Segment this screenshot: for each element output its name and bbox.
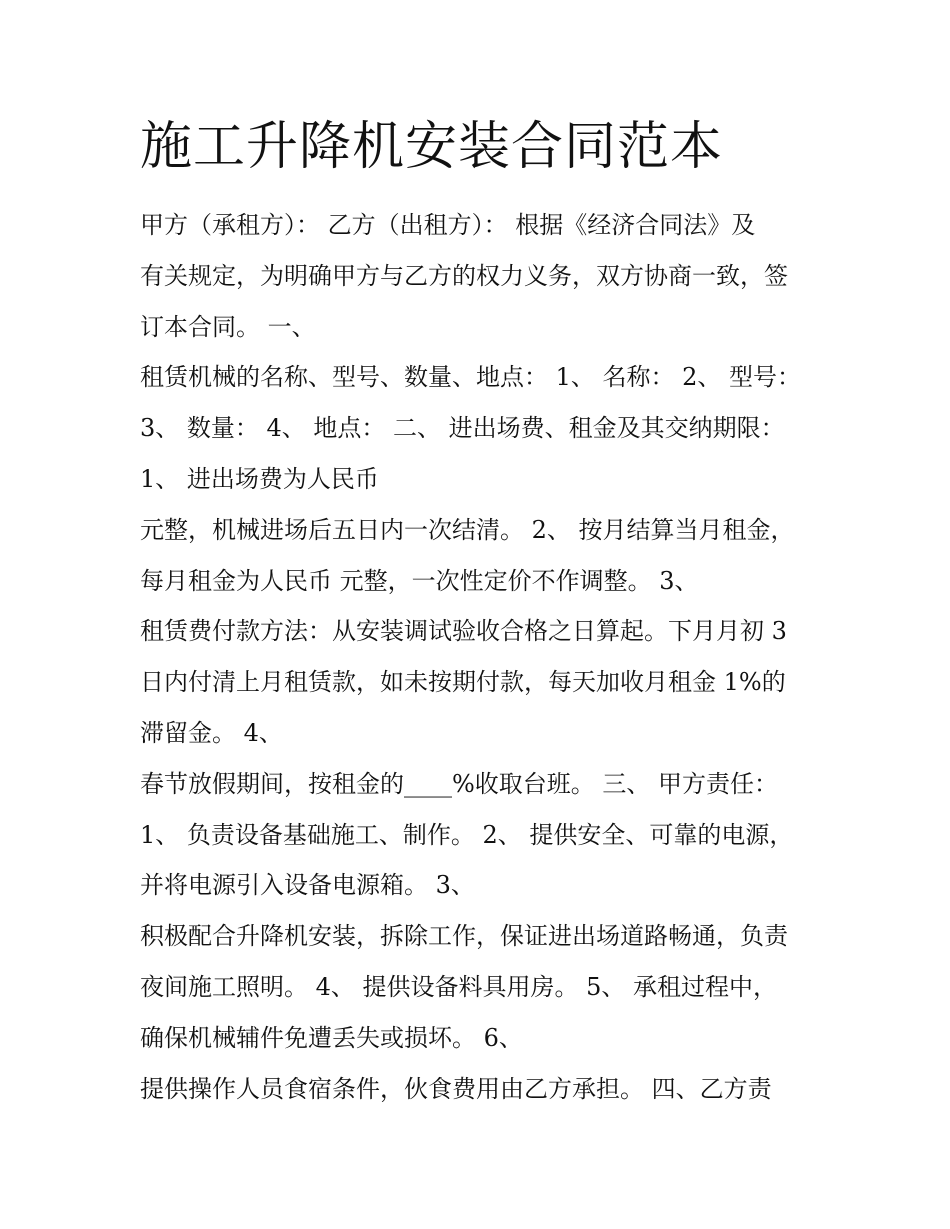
body-line: 租赁费付款方法：从安装调试验收合格之日算起。下月月初 3	[140, 617, 787, 646]
body-line: 春节放假期间，按租金的____%收取台班。 三、 甲方责任：	[140, 769, 779, 798]
body-line: 并将电源引入设备电源箱。 3、	[140, 871, 475, 900]
body-line: 提供操作人员食宿条件，伙食费用由乙方承担。 四、乙方责	[140, 1074, 772, 1103]
body-line: 甲方（承租方）： 乙方（出租方）： 根据《经济合同法》及	[140, 211, 756, 239]
body-line: 订本合同。 一、	[140, 312, 316, 341]
body-line: 3、 数量： 4、 地点： 二、 进出场费、租金及其交纳期限：	[140, 414, 785, 443]
body-line: 日内付清上月租赁款，如未按期付款，每天加收月租金 1%的	[140, 668, 786, 697]
body-line: 1、 进出场费为人民币	[140, 464, 379, 493]
body-line: 确保机械辅件免遭丢失或损坏。 6、	[140, 1023, 523, 1052]
body-line: 元整，机械进场后五日内一次结清。 2、 按月结算当月租金，	[140, 515, 795, 544]
body-line: 积极配合升降机安装，拆除工作，保证进出场道路畅通，负责	[140, 922, 788, 951]
body-line: 有关规定，为明确甲方与乙方的权力义务，双方协商一致，签	[140, 261, 788, 290]
document-body	[140, 200, 820, 1114]
body-line: 每月租金为人民币 元整，一次性定价不作调整。 3、	[140, 566, 699, 595]
body-line: 滞留金。 4、	[140, 718, 283, 747]
body-line: 租赁机械的名称、型号、数量、地点： 1、 名称： 2、 型号：	[140, 363, 802, 392]
document-title: 施工升降机安装合同范本	[140, 117, 724, 177]
body-line: 1、 负责设备基础施工、制作。 2、 提供安全、可靠的电源，	[140, 820, 794, 849]
body-line: 夜间施工照明。 4、 提供设备料具用房。 5、 承租过程中，	[140, 972, 778, 1001]
